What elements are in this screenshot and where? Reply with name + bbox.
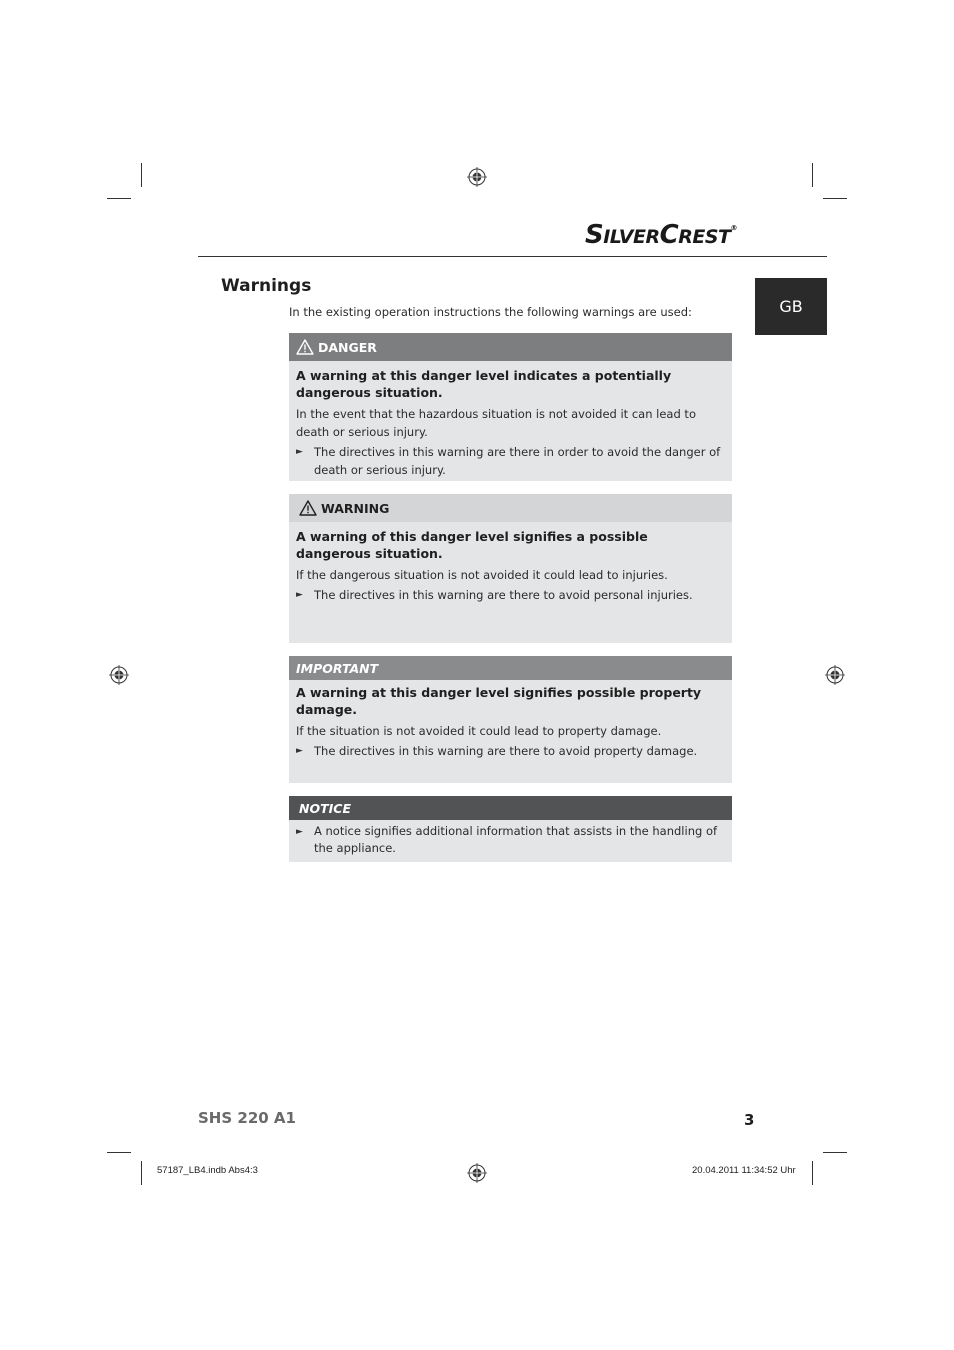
important-body — [289, 680, 732, 760]
danger-header — [289, 333, 732, 361]
danger-bullet-text: The directives in this warning are there in order to avoid the danger of death or serious injury. — [314, 445, 721, 477]
bullet-arrow-icon: ► — [296, 827, 303, 837]
warning-bullet-text: The directives in this warning are there to avoid personal injuries. — [314, 588, 693, 602]
danger-box — [289, 333, 732, 481]
list-item — [296, 443, 725, 479]
brand-letter: C — [659, 220, 679, 250]
crop-mark — [812, 163, 813, 187]
brand-text: REST — [678, 226, 731, 248]
warning-text: If the dangerous situation is not avoided it could lead to injuries. — [296, 568, 668, 582]
danger-label: DANGER — [318, 339, 377, 355]
bullet-arrow-icon: ► — [296, 746, 303, 756]
warning-header — [289, 494, 732, 522]
language-tab: GB — [755, 278, 827, 335]
warning-label: WARNING — [321, 500, 390, 516]
crop-mark — [823, 198, 847, 199]
bullet-arrow-icon: ► — [296, 447, 303, 457]
warning-triangle-icon — [299, 500, 317, 516]
important-text: If the situation is not avoided it could lead to property damage. — [296, 724, 662, 738]
important-bullet-text: The directives in this warning are there to avoid property damage. — [314, 744, 698, 758]
bullet-arrow-icon: ► — [296, 590, 303, 600]
danger-text: In the event that the hazardous situation is not avoided it can lead to death or serious injury. — [296, 407, 696, 439]
brand-letter: S — [585, 220, 604, 250]
crop-mark — [823, 1152, 847, 1153]
important-box — [289, 656, 732, 783]
crop-mark — [812, 1161, 813, 1185]
warning-lead: A warning of this danger level signifies a possible dangerous situation. — [296, 529, 648, 561]
list-item — [296, 823, 725, 857]
list-item — [296, 586, 725, 604]
notice-body — [289, 820, 732, 857]
warning-box — [289, 494, 732, 643]
important-label: IMPORTANT — [296, 660, 379, 676]
notice-bullet-text: A notice signifies additional information that assists in the handling of the appliance. — [314, 824, 718, 855]
list-item — [296, 742, 725, 760]
registration-mark-icon — [467, 1163, 487, 1183]
important-lead: A warning at this danger level signifies possible property damage. — [296, 685, 702, 717]
section-title: Warnings — [221, 276, 312, 296]
registration-mark-icon — [467, 167, 487, 187]
danger-body — [289, 361, 732, 479]
registration-mark-icon — [109, 665, 129, 685]
section-intro: In the existing operation instructions the following warnings are used: — [289, 305, 692, 319]
notice-box — [289, 796, 732, 862]
print-slug-file: 57187_LB4.indb Abs4:3 — [157, 1165, 258, 1176]
warning-triangle-icon — [296, 339, 314, 355]
important-header — [289, 656, 732, 680]
notice-header — [289, 796, 732, 820]
warning-body — [289, 522, 732, 604]
header-rule — [198, 256, 827, 257]
model-number: SHS 220 A1 — [198, 1109, 296, 1127]
brand-logo — [585, 220, 755, 252]
registered-mark: ® — [730, 224, 737, 232]
print-slug-timestamp: 20.04.2011 11:34:52 Uhr — [692, 1165, 796, 1176]
crop-mark — [107, 198, 131, 199]
crop-mark — [141, 163, 142, 187]
crop-mark — [107, 1152, 131, 1153]
crop-mark — [141, 1161, 142, 1185]
registration-mark-icon — [825, 665, 845, 685]
page-number: 3 — [744, 1111, 755, 1129]
brand-text: ILVER — [603, 226, 660, 248]
notice-label: NOTICE — [299, 800, 351, 816]
danger-lead: A warning at this danger level indicates a potentially dangerous situation. — [296, 368, 672, 400]
